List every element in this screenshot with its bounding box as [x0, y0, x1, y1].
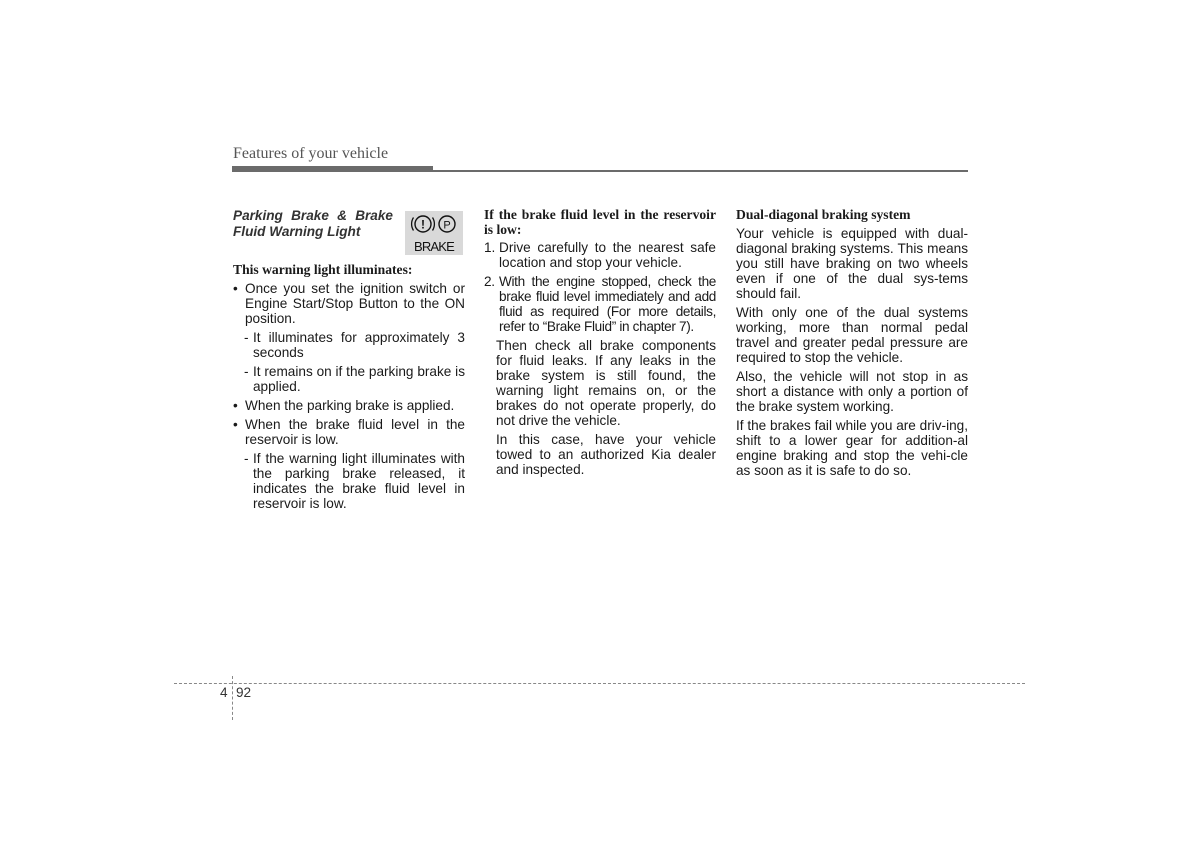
dash-mark: - [244, 364, 249, 379]
sub-list-item [244, 330, 465, 360]
parking-p-symbol: P [443, 219, 451, 232]
numbered-item-text: With the engine stopped, check the brake fluid level immediately and add fluid as required (For more details, refer to “Brake Fluid” in chapter 7). [499, 274, 716, 334]
brake-label: BRAKE [413, 239, 455, 254]
parking-brake-warning-icon [405, 211, 463, 255]
item-number: 2. [484, 274, 495, 289]
list-item-text: When the parking brake is applied. [245, 398, 455, 413]
page-header-title: Features of your vehicle [233, 145, 389, 162]
section-title: Parking Brake & Brake Fluid Warning Light [233, 208, 393, 239]
paragraph: With only one of the dual systems working, more than normal pedal travel and greater pedal pressure are required to stop the vehicle. [736, 305, 968, 365]
sub-list-item-text: If the warning light illuminates with the parking brake released, it indicates the brake fluid level in reservoir is low. [253, 451, 465, 511]
list-item [233, 417, 465, 447]
bullet-mark: • [233, 417, 238, 432]
paragraph: Also, the vehicle will not stop in as short a distance with only a portion of the brake system working. [736, 369, 968, 414]
header-rule-thick [232, 166, 433, 172]
paragraph: Your vehicle is equipped with dual-diagonal braking systems. This means you still have braking on two wheels even if one of the dual sys-tems should fail. [736, 226, 968, 301]
paragraph: In this case, have your vehicle towed to an authorized Kia dealer and inspected. [496, 432, 716, 477]
column-2 [484, 207, 716, 481]
sub-list-item [244, 364, 465, 394]
column-1 [233, 207, 465, 515]
section-heading: Dual-diagonal braking system [736, 207, 911, 222]
sub-list-item-text: It remains on if the parking brake is applied. [253, 364, 465, 394]
list-item [233, 281, 465, 326]
section-heading: If the brake fluid level in the reservoir is low: [484, 207, 716, 237]
paragraph: If the brakes fail while you are driv-ing, shift to a lower gear for addition-al engine braking and stop the vehi-cle as soon as it is safe to do so. [736, 418, 968, 478]
page-number: 92 [236, 685, 252, 700]
warning-exclamation-symbol: ! [421, 217, 425, 232]
numbered-item [484, 240, 716, 270]
bullet-mark: • [233, 398, 238, 413]
sub-list-item-text: It illuminates for approximately 3 seconds [253, 330, 465, 360]
chapter-number: 4 [220, 685, 228, 700]
list-item-text: When the brake fluid level in the reservoir is low. [245, 417, 465, 447]
item-number: 1. [484, 240, 496, 255]
numbered-item-text: Drive carefully to the nearest safe location and stop your vehicle. [499, 240, 716, 270]
paragraph: Then check all brake components for fluid leaks. If any leaks in the brake system is still found, the warning light remains on, or the brakes do not operate properly, do not drive the vehicle. [496, 338, 716, 428]
dash-mark: - [244, 330, 249, 345]
dash-mark: - [244, 451, 249, 466]
column-3 [736, 207, 968, 482]
numbered-item [484, 274, 716, 334]
bullet-mark: • [233, 281, 238, 296]
list-item [233, 398, 465, 413]
sub-list-item [244, 451, 465, 511]
subheading: This warning light illuminates: [233, 262, 413, 277]
footer-rule [174, 683, 1025, 684]
footer-divider [232, 676, 233, 720]
parking-brake-warning-icon-graphic [405, 211, 463, 255]
list-item-text: Once you set the ignition switch or Engine Start/Stop Button to the ON position. [245, 281, 465, 326]
header-rule-thin [433, 170, 968, 172]
